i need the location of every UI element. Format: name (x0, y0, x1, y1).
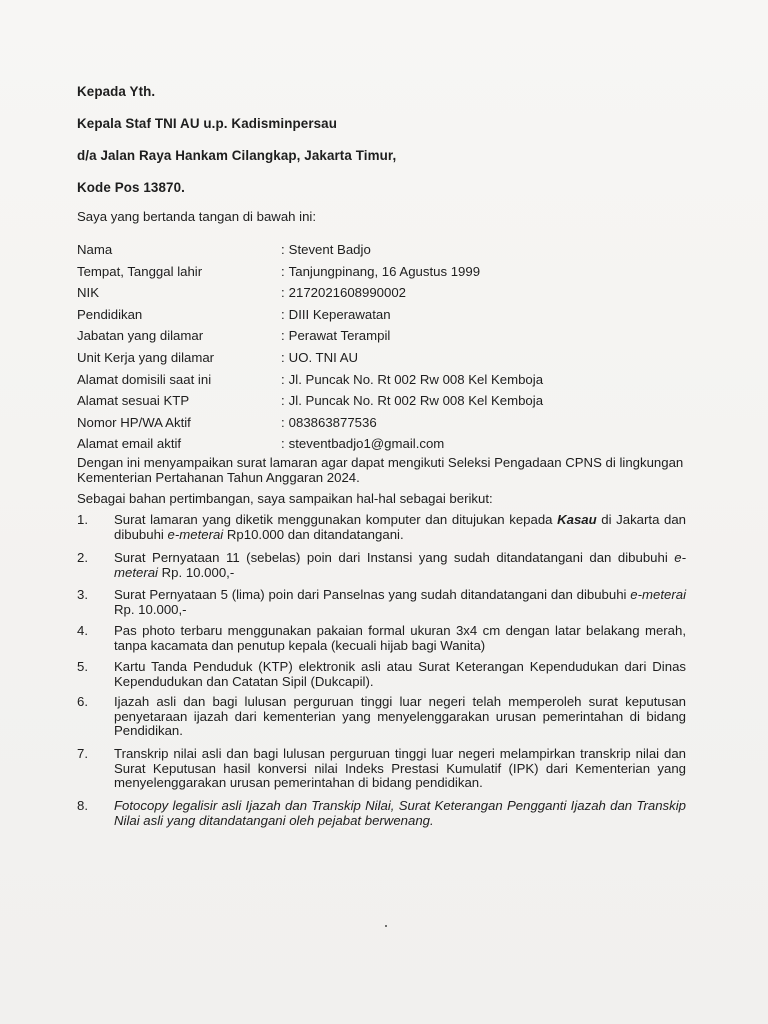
intro-text: Saya yang bertanda tangan di bawah ini: (77, 209, 317, 224)
field-label: Jabatan yang dilamar (77, 328, 204, 344)
item-number: 8. (77, 798, 88, 813)
field-row-education (77, 305, 717, 327)
list-item (77, 513, 697, 542)
address-street: d/a Jalan Raya Hankam Cilangkap, Jakarta Timur, (77, 148, 397, 163)
item-number: 2. (77, 550, 88, 565)
item-text-italic: e-meterai (114, 550, 686, 580)
address-postcode: Kode Pos 13870. (77, 180, 185, 195)
list-item (77, 588, 697, 617)
item-text-part: di Jakarta dan dibubuhi (114, 512, 686, 542)
item-text-part: Surat Pernyataan 5 (lima) poin dari Panselnas yang sudah ditandatangani dan dibubuhi (114, 587, 631, 602)
item-text: Fotocopy legalisir asli Ijazah dan Transkip Nilai, Surat Keterangan Pengganti Ijazah dan Transkip Nilai asli yang ditandatangani oleh pejabat berwenang. (114, 798, 686, 828)
field-row-name (77, 240, 717, 262)
list-item (77, 695, 697, 739)
field-row-birth (77, 262, 717, 284)
item-text (114, 551, 686, 580)
item-number: 6. (77, 694, 88, 709)
field-row-nik (77, 283, 717, 305)
item-number: 4. (77, 623, 88, 638)
item-text: Ijazah asli dan bagi lulusan perguruan tinggi luar negeri telah memperoleh surat keputusan penyetaraan ijazah dari kementerian yang menyelenggarakan urusan pemerintahan di bidang Pendidikan. (114, 694, 686, 739)
field-value: : UO. TNI AU (281, 348, 358, 367)
applicant-fields (77, 240, 717, 456)
scan-speck (385, 925, 387, 927)
item-text-part: Surat Pernyataan 11 (sebelas) poin dari Instansi yang sudah ditandatangani dan dibubuhi (114, 550, 675, 565)
field-label: Alamat domisili saat ini (77, 371, 212, 387)
field-row-phone (77, 413, 717, 435)
item-number: 5. (77, 659, 88, 674)
item-text-part: Surat lamaran yang diketik menggunakan komputer dan ditujukan kepada (114, 512, 558, 527)
item-number: 1. (77, 512, 88, 527)
item-text-part: Rp. 10.000,- (114, 601, 187, 617)
address-salutation: Kepada Yth. (77, 84, 156, 99)
field-row-domicile (77, 370, 717, 392)
list-item (77, 624, 697, 653)
field-value: : Jl. Puncak No. Rt 002 Rw 008 Kel Kemboja (281, 370, 543, 389)
item-text (114, 513, 686, 542)
field-value: : steventbadjo1@gmail.com (281, 434, 444, 453)
item-text-part: Rp10.000 dan ditandatangani. (223, 526, 404, 542)
item-text (114, 588, 686, 617)
list-item (77, 747, 697, 791)
list-item (77, 551, 697, 580)
field-label: Alamat sesuai KTP (77, 393, 190, 409)
field-label: Nomor HP/WA Aktif (77, 414, 191, 430)
field-value: : 2172021608990002 (281, 283, 406, 302)
item-text-italic: e-meterai (630, 587, 686, 602)
field-value: : Stevent Badjo (281, 240, 371, 259)
item-text: Pas photo terbaru menggunakan pakaian formal ukuran 3x4 cm dengan latar belakang merah, tanpa kacamata dan penutup kepala (kecuali hijab bagi Wanita) (114, 623, 686, 653)
item-number: 3. (77, 587, 88, 602)
field-value: : Jl. Puncak No. Rt 002 Rw 008 Kel Kemboja (281, 391, 543, 410)
field-value: : Tanjungpinang, 16 Agustus 1999 (281, 262, 480, 281)
application-paragraph: Dengan ini menyampaikan surat lamaran agar dapat mengikuti Seleksi Pengadaan CPNS di lingkungan Kementerian Pertahanan Tahun Anggaran 2024. (77, 455, 684, 485)
field-row-position (77, 326, 717, 348)
field-row-ktp-address (77, 391, 717, 413)
consideration-paragraph: Sebagai bahan pertimbangan, saya sampaikan hal-hal sebagai berikut: (77, 491, 493, 506)
item-number: 7. (77, 746, 88, 761)
field-label: Tempat, Tanggal lahir (77, 263, 203, 279)
item-text-emphasis: Kasau (557, 512, 597, 527)
field-label: NIK (77, 285, 99, 301)
field-row-unit (77, 348, 717, 370)
field-row-email (77, 434, 717, 456)
field-label: Pendidikan (77, 306, 143, 322)
field-label: Nama (77, 242, 113, 257)
field-value: : DIII Keperawatan (281, 305, 391, 324)
item-text-part: Rp. 10.000,- (157, 564, 235, 580)
item-text: Kartu Tanda Penduduk (KTP) elektronik asli atau Surat Keterangan Kependudukan dari Dinas Kependudukan dan Catatan Sipil (Dukcapil). (114, 659, 686, 689)
address-recipient: Kepala Staf TNI AU u.p. Kadisminpersau (77, 116, 338, 131)
field-label: Unit Kerja yang dilamar (77, 349, 215, 365)
item-text: Transkrip nilai asli dan bagi lulusan perguruan tinggi luar negeri melampirkan transkrip nilai dan Surat Keputusan hasil konversi nilai Indeks Prestasi Kumulatif (IPK) dari Kementerian yang menyelenggarakan urusan pemerintahan di bidang pendidikan. (114, 746, 686, 791)
list-item (77, 799, 697, 828)
field-value: : 083863877536 (281, 413, 377, 432)
field-label: Alamat email aktif (77, 436, 182, 452)
field-value: : Perawat Terampil (281, 326, 390, 345)
list-item (77, 660, 697, 689)
item-text-italic: e-meterai (167, 526, 224, 542)
